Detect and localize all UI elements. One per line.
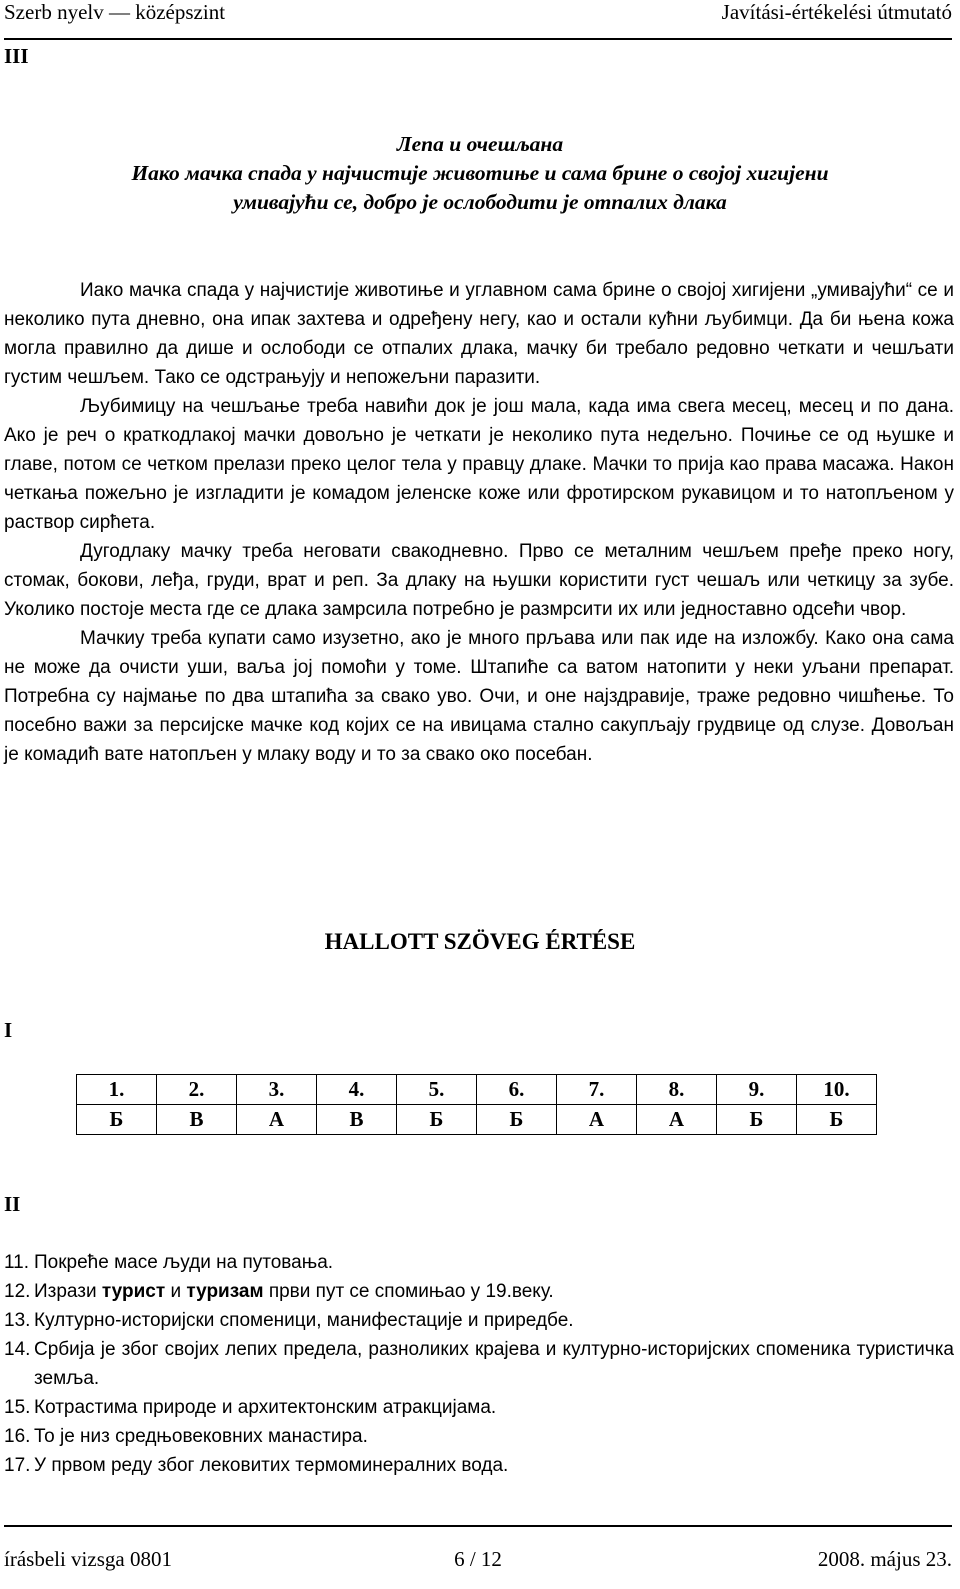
article-title-block — [0, 130, 960, 217]
item-number: 11. — [4, 1252, 30, 1273]
article-paragraph: Дугодлаку мачку треба неговати свакодневно. Прво се металним чешљем пређе преко ногу, стомак, бокови, леђа, груди, врат и реп. За длаку на њушки користити густ чешаљ или четкицу за зубе. Уколико постоје места где се длака замрсила потребно је размрсити их или једноставно одсећи чвор. — [4, 541, 954, 620]
article-paragraph: Љубимицу на чешљање треба навићи док је још мала, када има свега месец, месец и по дана. Ако је реч о краткодлакој мачки довољно је четкати је неколико пута недељно. Почиње се од њушке и главе, потом се четком прелази преко целог тела у правцу длаке. Мачки то прија као права масажа. Након четкања пожељно је изгладити је комадом јеленске коже или фротирском рукавицом и то натопљеном у раствор сирћета. — [4, 396, 954, 533]
item-text: Покреће масе људи на путовања. — [34, 1252, 334, 1273]
listening-section-title: HALLOTT SZÖVEG ÉRTÉSE — [324, 929, 636, 954]
footer-date: 2008. május 23. — [817, 1547, 952, 1571]
footer-page-number: 6 / 12 — [454, 1547, 502, 1571]
list-item — [4, 1306, 954, 1335]
item-text-bold: туризам — [186, 1281, 264, 1302]
list-item — [4, 1422, 954, 1451]
item-text: Котрастима природе и архитектонским атракцијама. — [34, 1397, 497, 1418]
answer-numbers-row — [77, 1075, 877, 1105]
item-number: 17. — [4, 1455, 31, 1476]
header-subject: Szerb nyelv — középszint — [4, 0, 226, 24]
item-number: 14. — [4, 1339, 31, 1360]
item-text: први пут се спомињао у 19.веку. — [263, 1281, 554, 1302]
question-number: 7. — [557, 1075, 637, 1105]
open-answers-list — [4, 1248, 954, 1480]
page-footer — [4, 1525, 952, 1587]
article-subtitle-line-1: Иако мачка спада у најчистије животиње и сама брине о својој хигијени — [131, 161, 829, 185]
footer-exam-code: írásbeli vizsga 0801 — [4, 1547, 172, 1571]
answer-letter: А — [557, 1105, 637, 1135]
answer-letter: В — [157, 1105, 237, 1135]
question-number: 5. — [397, 1075, 477, 1105]
answer-key-table — [76, 1074, 877, 1135]
answer-letter: Б — [397, 1105, 477, 1135]
question-number: 9. — [717, 1075, 797, 1105]
answer-letter: В — [317, 1105, 397, 1135]
article-subtitle-line-2: умивајући се, добро је ослободити је отпалих длака — [233, 190, 727, 214]
item-text: и — [165, 1281, 187, 1302]
section-ii-label: II — [4, 1192, 21, 1216]
item-text: У првом реду због лековитих термоминералних вода. — [34, 1455, 509, 1476]
answer-letter: Б — [77, 1105, 157, 1135]
list-item — [4, 1335, 954, 1393]
question-number: 2. — [157, 1075, 237, 1105]
answer-letter: Б — [797, 1105, 877, 1135]
answer-letters-row — [77, 1105, 877, 1135]
item-text: То је низ средњовековних манастира. — [34, 1426, 368, 1447]
answer-letter: Б — [477, 1105, 557, 1135]
question-number: 1. — [77, 1075, 157, 1105]
item-number: 15. — [4, 1397, 31, 1418]
answer-letter: А — [637, 1105, 717, 1135]
item-text-bold: турист — [101, 1281, 166, 1302]
question-number: 8. — [637, 1075, 717, 1105]
list-item — [4, 1248, 954, 1277]
question-number: 4. — [317, 1075, 397, 1105]
answer-letter: Б — [717, 1105, 797, 1135]
article-body — [4, 276, 954, 769]
question-number: 3. — [237, 1075, 317, 1105]
article-paragraph: Иако мачка спада у најчистије животиње и углавном сама брине о својој хигијени „умивајући“ се и неколико пута дневно, она ипак захтева и одређену негу, као и остали кућни љубимци. Да би њена кожа могла правилно да дише и ослободи се отпалих длака, мачку би требало редовно четкати и чешљати густим чешљем. Тако се одстрањују и непожељни паразити. — [4, 280, 954, 388]
section-i-label: I — [4, 1018, 13, 1042]
section-iii-label: III — [4, 44, 29, 68]
question-number: 10. — [797, 1075, 877, 1105]
answer-letter: А — [237, 1105, 317, 1135]
item-number: 16. — [4, 1426, 31, 1447]
list-item — [4, 1393, 954, 1422]
item-text: Србија је због својих лепих предела, разноликих крајева и културно-историјских споменика туристичка земља. — [34, 1339, 954, 1389]
item-number: 13. — [4, 1310, 31, 1331]
page-header — [4, 0, 952, 40]
list-item — [4, 1451, 954, 1480]
article-title: Лепа и очешљана — [396, 132, 564, 156]
item-number: 12. — [4, 1281, 31, 1302]
question-number: 6. — [477, 1075, 557, 1105]
header-guide-title: Javítási-értékelési útmutató — [721, 0, 952, 24]
list-item — [4, 1277, 954, 1306]
item-text: Изрази — [34, 1281, 102, 1302]
article-paragraph: Мачкиу треба купати само изузетно, ако је много прљава или пак иде на изложбу. Како она сама не може да очисти уши, ваља јој помоћи у томе. Штапиће са ватом натопити у неки уљани препарат. Потребна су најмање по два штапића за свако уво. Очи, и оне најздравије, траже редовно чишћење. То посебно важи за персијске мачке код којих се на ивицама стално сакупљају грудвице од слузе. Довољан је комадић вате натопљен у млаку воду и то за свако око посебан. — [4, 628, 954, 765]
item-text: Културно-историјски споменици, манифестације и приредбе. — [34, 1310, 574, 1331]
